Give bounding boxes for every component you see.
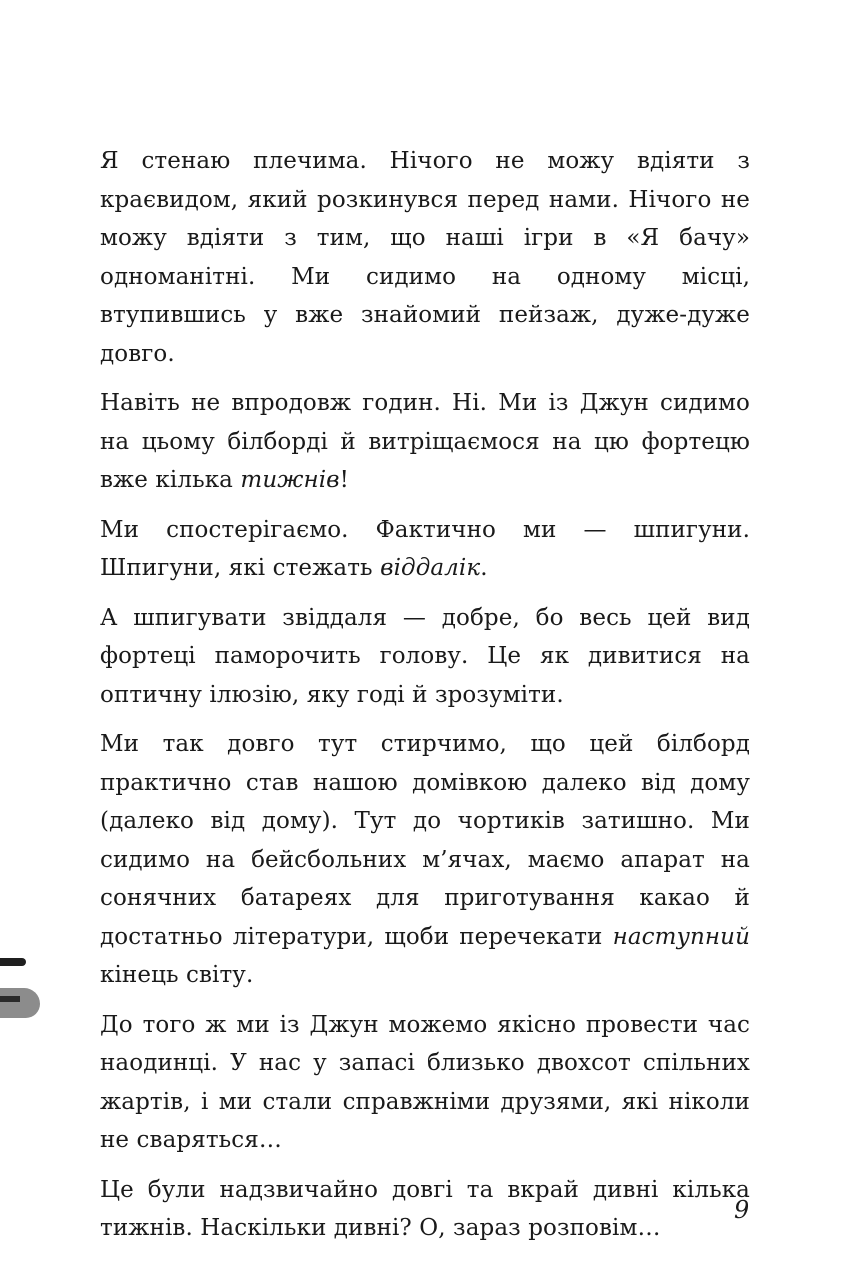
paragraph-text: !	[339, 467, 350, 493]
body-text	[100, 142, 750, 1259]
emphasis-text: віддалік	[380, 555, 481, 581]
page-number: 9	[734, 1196, 750, 1224]
paragraph	[100, 1171, 750, 1248]
paragraph-text: .	[480, 555, 488, 581]
paragraph	[100, 142, 750, 373]
paragraph-text: До того ж ми із Джун можемо якісно провести час наодинці. У нас у запасі близько двохсот спільних жартів, і ми стали справжніми друзями, які ніколи не сваряться…	[100, 1011, 750, 1153]
paragraph-text: Я стенаю плечима. Нічого не можу вдіяти з краєвидом, який розкинувся перед нами. Нічого не можу вдіяти з тим, що наші ігри в «Я бачу» одноманітні. Ми сидимо на одному місці, втупившись у вже знайомий пейзаж, дуже-дуже довго.	[100, 148, 750, 367]
page-edge-mark	[0, 958, 26, 966]
paragraph	[100, 599, 750, 715]
paragraph	[100, 511, 750, 588]
emphasis-text: наступний	[612, 923, 750, 950]
paragraph-text: Ми так довго тут стирчимо, що цей білборд практично став нашою домівкою далеко від дому (далеко від дому). Тут до чортиків затишно. Ми сидимо на бейсбольних м’ячах, маємо апарат на сонячних батареях для приготування какао й достатньо літератури, щоби перечекати	[100, 731, 750, 950]
paragraph	[100, 384, 750, 500]
emphasis-text: тижнів	[240, 467, 340, 493]
page-edge-mark	[0, 996, 20, 1002]
paragraph-text: Навіть не впродовж годин. Ні. Ми із Джун сидимо на цьому білборді й витріщаємося на цю фортецю вже кілька	[100, 390, 750, 493]
paragraph-text: Це були надзвичайно довгі та вкрай дивні кілька тижнів. Наскільки дивні? О, зараз розповім…	[100, 1176, 750, 1241]
paragraph	[100, 725, 750, 995]
paragraph-text: А шпигувати звіддаля — добре, бо весь цей вид фортеці паморочить голову. Це як дивитися на оптичну ілюзію, яку годі й зрозуміти.	[100, 604, 750, 708]
paragraph-text: Ми спостерігаємо. Фактично ми — шпигуни. Шпигуни, які стежать	[100, 516, 750, 581]
page-edge-smudge	[0, 988, 40, 1018]
paragraph	[100, 1006, 750, 1160]
paragraph-text: кінець світу.	[100, 962, 254, 988]
